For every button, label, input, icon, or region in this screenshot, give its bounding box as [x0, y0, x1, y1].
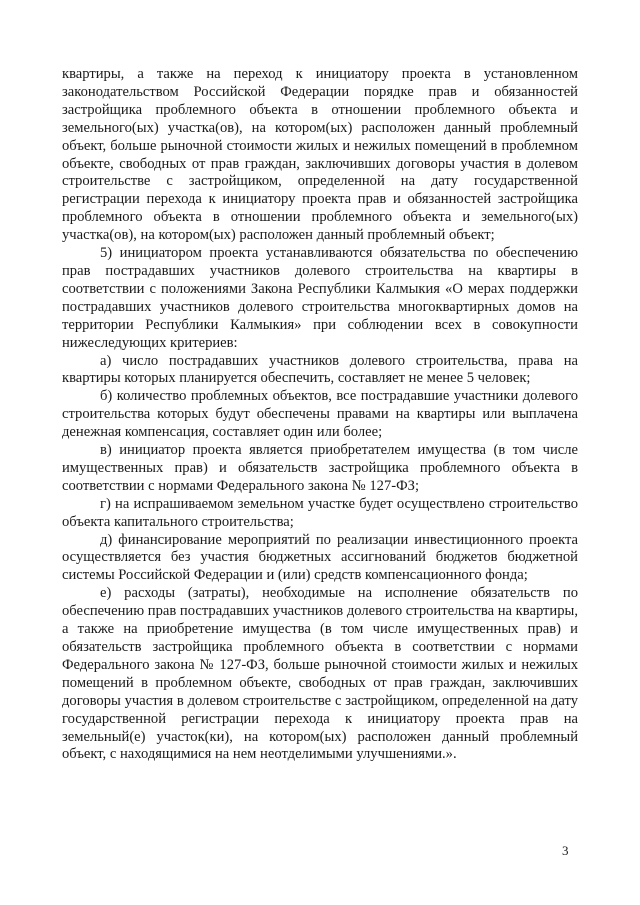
paragraph-criterion-b: б) количество проблемных объектов, все пострадавшие участники долевого строительства которых будут обеспечены правами на квартиры или выплачена денежная компенсация, составляет один или более; — [62, 388, 578, 441]
document-body — [62, 66, 578, 764]
page-number: 3 — [562, 843, 569, 858]
paragraph-item-5: 5) инициатором проекта устанавливаются обязательства по обеспечению прав пострадавших участников долевого строительства на квартиры в соответствии с положениями Закона Республики Калмыкия «О мерах поддержки пострадавших участников долевого строительства многоквартирных домов на территории Республики Калмыкия» при соблюдении всех в совокупности нижеследующих критериев: — [62, 245, 578, 351]
paragraph-continuation: квартиры, а также на переход к инициатору проекта в установленном законодательством Российской Федерации порядке прав и обязанностей застройщика проблемного объекта в отношении проблемного объекта и земельного(ых) участка(ов), на котором(ых) расположен данный проблемный объект, больше рыночной стоимости жилых и нежилых помещений в проблемном объекте, свободных от прав граждан, заключивших договоры участия в долевом строительстве с застройщиком, определенной на дату государственной регистрации перехода к инициатору проекта прав и обязанностей застройщика проблемного объекта в отношении проблемного объекта и земельного(ых) участка(ов), на котором(ых) расположен данный проблемный объект; — [62, 66, 578, 244]
paragraph-criterion-a: а) число пострадавших участников долевого строительства, права на квартиры которых планируется обеспечить, составляет не менее 5 человек; — [62, 352, 578, 387]
paragraph-criterion-f: е) расходы (затраты), необходимые на исполнение обязательств по обеспечению прав пострадавших участников долевого строительства на квартиры, а также на приобретение имущества (в том числе имущественных прав) и обязательств застройщика проблемного объекта в соответствии с нормами Федерального закона № 127-ФЗ, больше рыночной стоимости жилых и нежилых помещений в проблемном объекте, свободных от прав граждан, заключивших договоры участия в долевом строительстве с застройщиком, определенной на дату государственной регистрации перехода к инициатору проекта прав на земельный(е) участок(ки), на котором(ых) расположен данный проблемный объект, с находящимися на нем неотделимыми улучшениями.». — [62, 585, 578, 763]
paragraph-criterion-d: г) на испрашиваемом земельном участке будет осуществлено строительство объекта капитального строительства; — [62, 495, 578, 530]
paragraph-criterion-e: д) финансирование мероприятий по реализации инвестиционного проекта осуществляется без участия бюджетных ассигнований бюджетов бюджетной системы Российской Федерации и (или) средств компенсационного фонда; — [62, 531, 578, 584]
paragraph-criterion-c: в) инициатор проекта является приобретателем имущества (в том числе имущественных прав) и обязательств застройщика проблемного объекта в соответствии с нормами Федерального закона № 127-ФЗ; — [62, 442, 578, 494]
